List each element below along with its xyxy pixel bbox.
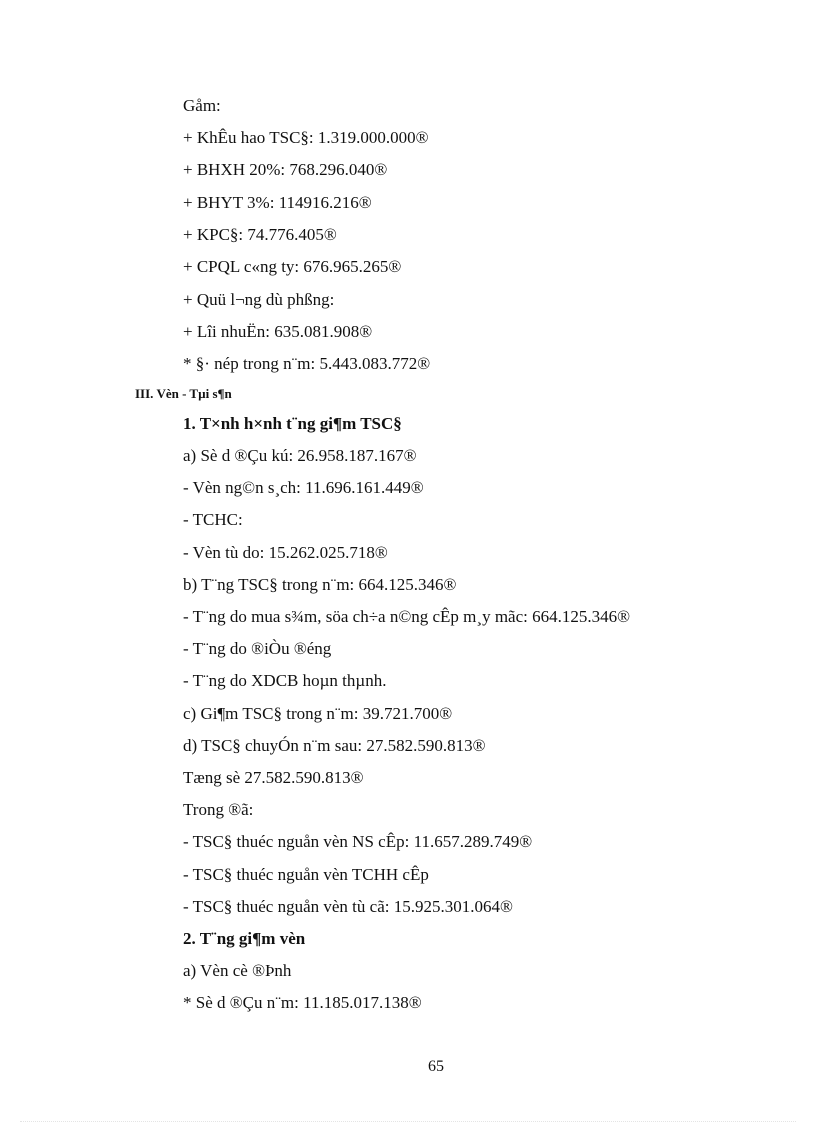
text-line: * Sè d ®Çu n¨m: 11.185.017.138®	[183, 993, 422, 1012]
text-line: + Quü l¬ng dù phßng:	[183, 290, 335, 309]
text-line: - Vèn ng©n s¸ch: 11.696.161.449®	[183, 478, 424, 497]
text-line: + BHYT 3%: 114916.216®	[183, 193, 372, 212]
text-line: - T¨ng do ®iÒu ®éng	[183, 639, 332, 658]
text-line: - TSC§ thuéc nguån vèn NS cÊp: 11.657.289.749®	[183, 832, 533, 851]
text-line: + CPQL c«ng ty: 676.965.265®	[183, 257, 402, 276]
text-line: a) Sè d ®Çu kú: 26.958.187.167®	[183, 446, 417, 465]
text-line: - T¨ng do XDCB hoµn thµnh.	[183, 671, 387, 690]
text-line: d) TSC§ chuyÓn n¨m sau: 27.582.590.813®	[183, 736, 486, 755]
text-line: + KhÊu hao TSC§: 1.319.000.000®	[183, 128, 429, 147]
text-line: c) Gi¶m TSC§ trong n¨m: 39.721.700®	[183, 704, 453, 723]
text-line: + KPC§: 74.776.405®	[183, 225, 337, 244]
text-line: a) Vèn cè ®Þnh	[183, 961, 292, 980]
footer-divider	[20, 1121, 796, 1122]
text-line: - T¨ng do mua s¾m, söa ch÷a n©ng cÊp m¸y mãc: 664.125.346®	[183, 607, 631, 626]
text-line: Gåm:	[183, 96, 221, 115]
section-heading: III. Vèn - Tµi s¶n	[135, 386, 232, 401]
text-line: - Vèn tù do: 15.262.025.718®	[183, 543, 388, 562]
subheading: 2. T¨ng gi¶m vèn	[183, 929, 306, 948]
text-line: b) T¨ng TSC§ trong n¨m: 664.125.346®	[183, 575, 457, 594]
text-line: Tæng sè 27.582.590.813®	[183, 768, 364, 787]
text-line: + Lîi nhuËn: 635.081.908®	[183, 322, 373, 341]
text-line: Trong ®ã:	[183, 800, 254, 819]
page-number: 65	[428, 1058, 444, 1075]
subheading: 1. T×nh h×nh t¨ng gi¶m TSC§	[183, 414, 402, 433]
text-line: * §· nép trong n¨m: 5.443.083.772®	[183, 354, 431, 373]
text-line: - TSC§ thuéc nguån vèn TCHH cÊp	[183, 865, 429, 884]
text-line: + BHXH 20%: 768.296.040®	[183, 160, 388, 179]
text-line: - TCHC:	[183, 510, 243, 529]
text-line: - TSC§ thuéc nguån vèn tù cã: 15.925.301.064®	[183, 897, 513, 916]
